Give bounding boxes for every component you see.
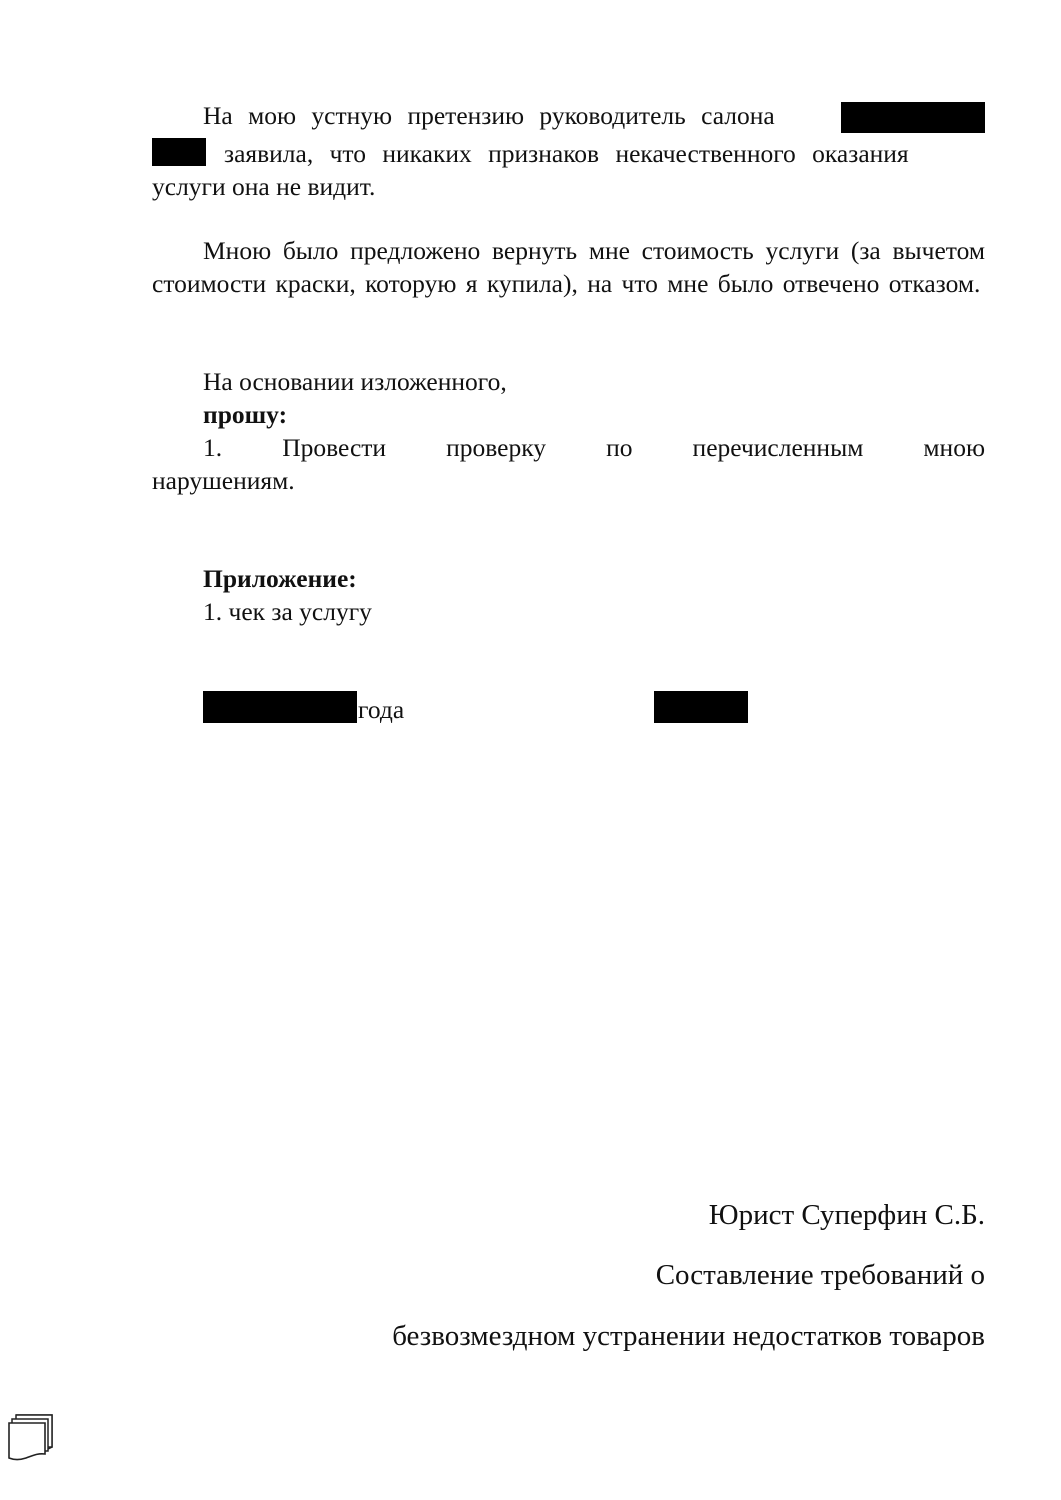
paragraph-1-line-1 xyxy=(152,100,985,132)
footer-author: Юрист Суперфин С.Б. xyxy=(708,1199,985,1231)
attachment-heading: Приложение: xyxy=(203,564,357,593)
request-item-1-line-2: нарушениям. xyxy=(152,466,295,495)
paragraph-1-line-1-text: На мою устную претензию руководитель салона xyxy=(203,101,775,130)
paragraph-1-line-3: услуги она не видит. xyxy=(152,172,376,201)
redacted-block xyxy=(152,138,206,166)
paragraph-1-line-2-text: заявила, что никаких признаков некачественного оказания xyxy=(224,139,909,168)
request-item-1-line-1: 1. Провести проверку по перечисленным мною xyxy=(203,432,985,465)
request-item-number: 1. xyxy=(203,433,223,462)
footer-line-2: Составление требований о xyxy=(655,1259,985,1291)
paragraph-2: Мною было предложено вернуть мне стоимость услуги (за вычетом стоимости краски, которую я купила), на что мне было отвечено отказом. xyxy=(152,236,985,298)
basis-text: На основании изложенного, xyxy=(203,367,507,396)
paragraph-1-line-2 xyxy=(152,138,985,170)
date-suffix: года xyxy=(358,695,405,724)
footer-line-3: безвозмездном устранении недостатков товаров xyxy=(392,1320,985,1352)
redacted-block xyxy=(841,102,985,133)
pages-stack-icon[interactable] xyxy=(4,1412,54,1468)
redacted-signature xyxy=(654,691,748,723)
attachment-item-1: 1. чек за услугу xyxy=(203,597,372,626)
request-heading: прошу: xyxy=(203,400,288,429)
redacted-date xyxy=(203,691,357,723)
